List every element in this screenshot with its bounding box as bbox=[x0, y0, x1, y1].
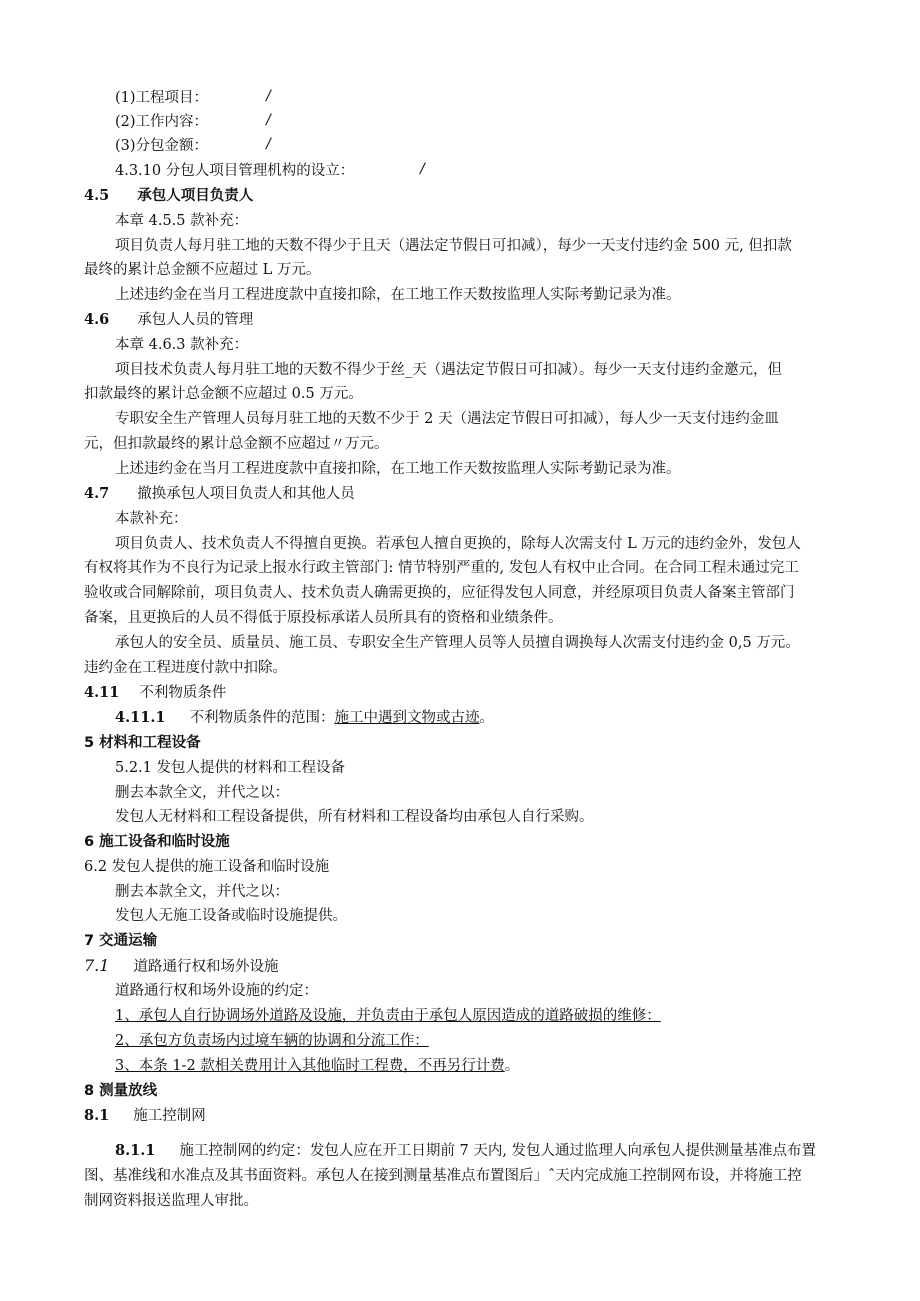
section-4-7-para1-line4: 备案，且更换后的人员不得低于原投标承诺人员所具有的资格和业绩条件。 bbox=[84, 610, 563, 626]
section-4-7-para2-line2: 违约金在工程进度付款中扣除。 bbox=[84, 660, 287, 676]
adverse-condition-scope: 施工中遇到文物或古迹 bbox=[334, 710, 480, 726]
item-work-content: (2)工作内容： bbox=[115, 114, 209, 130]
section-4-6-heading: 4.6 承包人人员的管理 bbox=[84, 311, 254, 328]
section-5-para2: 发包人无材料和工程设备提供，所有材料和工程设备均由承包人自行采购。 bbox=[115, 809, 594, 825]
section-4-6-para1-line2: 扣款最终的累计总金额不应超过 0.5 万元。 bbox=[84, 386, 363, 402]
section-7-1-heading: 7.1 道路通行权和场外设施 bbox=[84, 956, 279, 975]
item-organization: 4.3.10 分包人项目管理机构的设立： bbox=[115, 163, 355, 179]
section-4-6-para2-line2: 元，但扣款最终的累计总金额不应超过〃万元。 bbox=[84, 436, 389, 452]
section-7-list-3: 3、本条 1-2 款相关费用计入其他临时工程费，不再另行计费。 bbox=[115, 1058, 520, 1074]
section-4-7-para1-line1: 项目负责人、技术负责人不得擅自更换。若承包人擅自更换的，除每人次需支付 L 万元的违约金外，发包人 bbox=[115, 536, 801, 552]
section-4-11-1: 4.11.1 不利物质条件的范围：施工中遇到文物或古迹。 bbox=[115, 709, 494, 726]
section-4-5-heading: 4.5 承包人项目负责人 bbox=[84, 187, 254, 204]
section-4-7-para2-line1: 承包人的安全员、质量员、施工员、专职安全生产管理人员等人员擅自调换每人次需支付违约金 0,5 万元。 bbox=[115, 635, 800, 651]
section-4-6-sub: 本章 4.6.3 款补充： bbox=[115, 337, 249, 353]
section-6-para1: 删去本款全文，并代之以： bbox=[115, 884, 289, 900]
slash-mark: / bbox=[266, 88, 271, 104]
section-8-1-1-line1: 8.1.1 施工控制网的约定：发包人应在开工日期前 7 天内, 发包人通过监理人向承包人提供测量基准点布置 bbox=[115, 1142, 817, 1159]
section-4-5-sub: 本章 4.5.5 款补充： bbox=[115, 213, 249, 229]
section-4-5-para1-line1: 项目负责人每月驻工地的天数不得少于且天（遇法定节假日可扣减），每少一天支付违约金 500 元, 但扣款 bbox=[115, 238, 792, 254]
section-5-heading: 5 材料和工程设备 bbox=[84, 735, 201, 751]
section-5-2-1: 5.2.1 发包人提供的材料和工程设备 bbox=[115, 760, 346, 776]
section-6-para2: 发包人无施工设备或临时设施提供。 bbox=[115, 908, 347, 924]
section-8-1-1-line3: 制网资料报送监理人审批。 bbox=[84, 1193, 258, 1209]
section-4-5-para1-line2: 最终的累计总金额不应超过 L 万元。 bbox=[84, 262, 321, 278]
section-6-heading: 6 施工设备和临时设施 bbox=[84, 834, 230, 850]
section-4-6-para3: 上述违约金在当月工程进度款中直接扣除，在工地工作天数按监理人实际考勤记录为准。 bbox=[115, 461, 681, 477]
section-4-7-sub: 本款补充： bbox=[115, 511, 188, 527]
section-4-7-para1-line3: 验收或合同解除前，项目负责人、技术负责人确需更换的，应征得发包人同意，并经原项目负责人备案主管部门 bbox=[84, 585, 795, 601]
section-7-heading: 7 交通运输 bbox=[84, 933, 158, 949]
section-7-para1: 道路通行权和场外设施的约定： bbox=[115, 983, 318, 999]
section-4-7-para1-line2: 有权将其作为不良行为记录上报水行政主管部门: 情节特别严重的, 发包人有权中止合同。在合同工程未通过完工 bbox=[84, 560, 799, 576]
section-4-6-para1-line1: 项目技术负责人每月驻工地的天数不得少于丝_天（遇法定节假日可扣减）。每少一天支付违约金邀元，但 bbox=[115, 362, 782, 378]
item-amount: (3)分包金额： bbox=[115, 138, 209, 154]
section-7-list-1: 1、承包人自行协调场外道路及设施，并负责由于承包人原因造成的道路破损的维修： bbox=[115, 1008, 661, 1024]
slash-mark: / bbox=[266, 112, 271, 128]
section-8-heading: 8 测量放线 bbox=[84, 1083, 158, 1099]
section-5-para1: 删去本款全文，并代之以： bbox=[115, 785, 289, 801]
section-4-6-para2-line1: 专职安全生产管理人员每月驻工地的天数不少于 2 天（遇法定节假日可扣减），每人少一天支付违约金皿 bbox=[115, 411, 779, 427]
item-project: (1)工程项目： bbox=[115, 90, 209, 106]
section-8-1-1-line2: 图、基准线和水准点及其书面资料。承包人在接到测量基准点布置图后」ˆ天内完成施工控制网布设，并将施工控 bbox=[84, 1168, 802, 1184]
slash-mark: / bbox=[420, 161, 425, 177]
section-4-7-heading: 4.7 撤换承包人项目负责人和其他人员 bbox=[84, 485, 355, 502]
section-7-list-2: 2、承包方负责场内过境车辆的协调和分流工作： bbox=[115, 1033, 429, 1049]
section-4-5-para2: 上述违约金在当月工程进度款中直接扣除，在工地工作天数按监理人实际考勤记录为准。 bbox=[115, 287, 681, 303]
slash-mark: / bbox=[266, 136, 271, 152]
section-6-2: 6.2 发包人提供的施工设备和临时设施 bbox=[84, 859, 330, 875]
section-4-11-heading: 4.11 不利物质条件 bbox=[84, 684, 227, 701]
section-8-1-heading: 8.1 施工控制网 bbox=[84, 1107, 206, 1124]
